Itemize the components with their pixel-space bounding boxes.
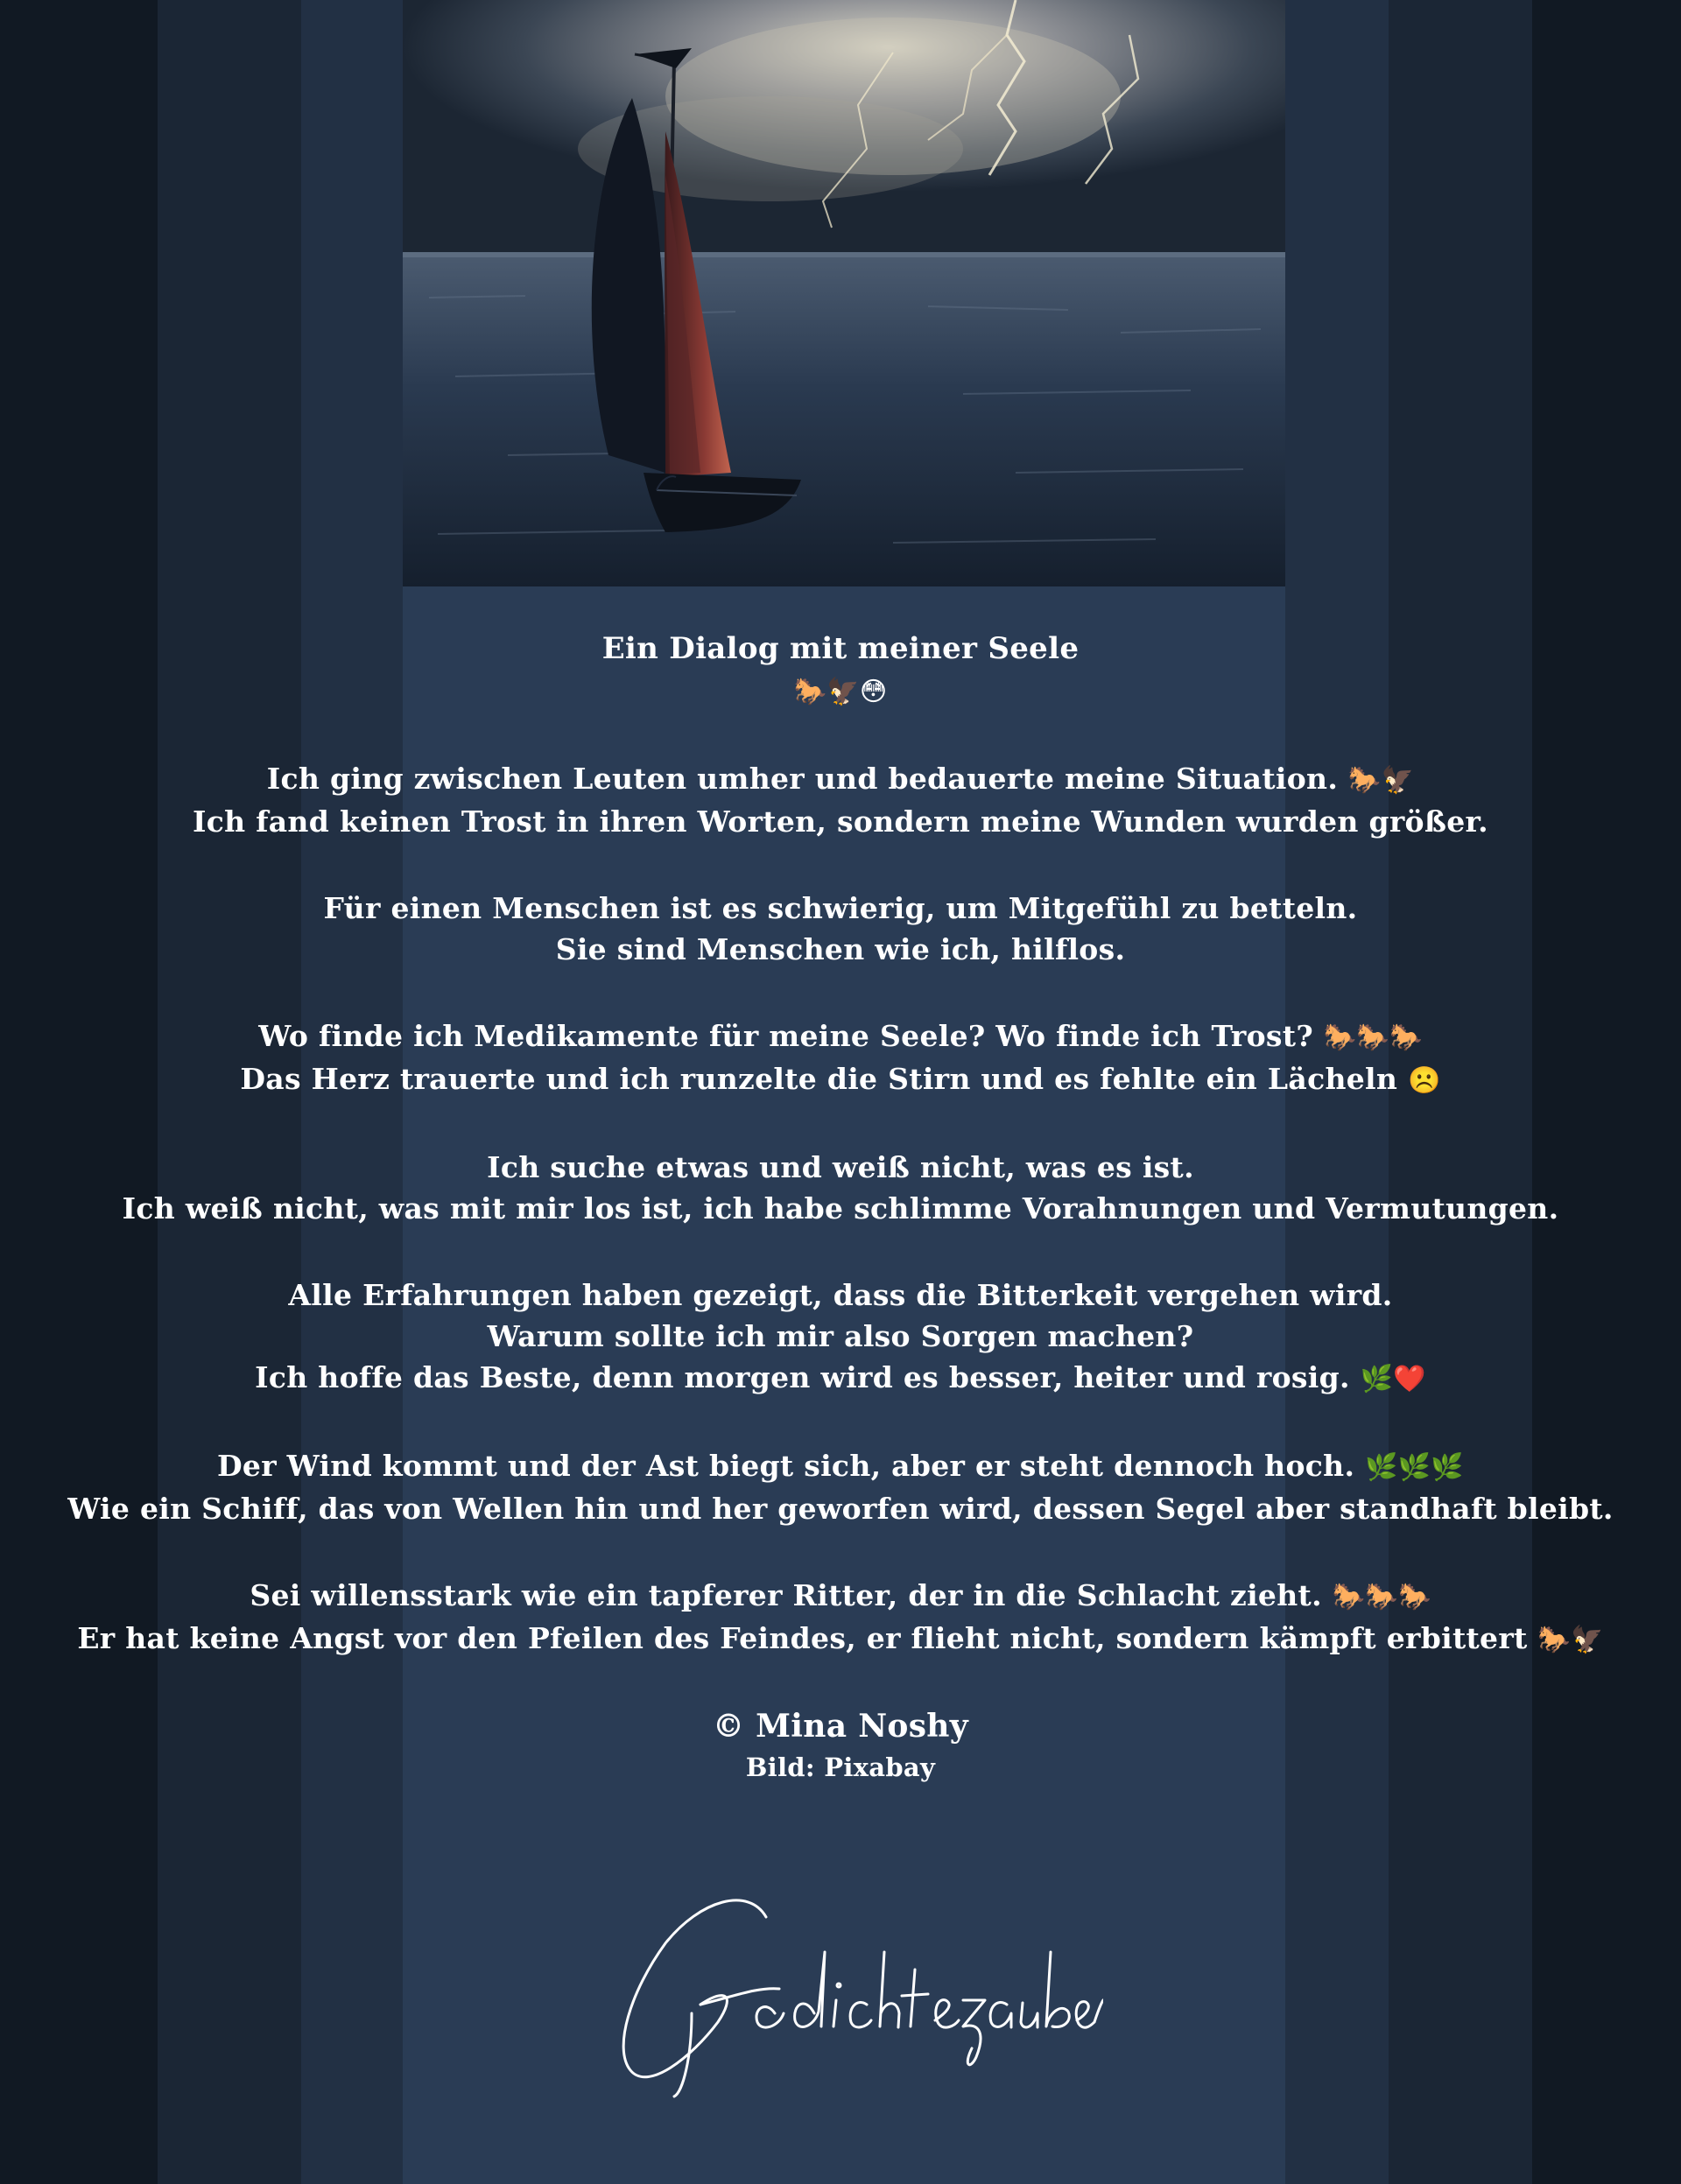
poem-title-line bbox=[0, 629, 1681, 670]
frown-emoji-icon: ☹️ bbox=[1407, 1065, 1441, 1096]
poem-line: Ich weiß nicht, was mit mir los ist, ich habe schlimme Vorahnungen und Vermutungen. bbox=[122, 1191, 1559, 1225]
herb-emoji-icons: 🌿🌿🌿 bbox=[1365, 1452, 1465, 1483]
poem-line: Das Herz trauerte und ich runzelte die Stirn und es fehlte ein Lächeln ☹️ bbox=[240, 1062, 1441, 1096]
poem-line: Für einen Menschen ist es schwierig, um Mitgefühl zu betteln. bbox=[323, 891, 1358, 925]
poem-line: Er hat keine Angst vor den Pfeilen des Feindes, er flieht nicht, sondern kämpft erbittert 🐎🦅 bbox=[77, 1621, 1604, 1655]
sailboat-in-storm-photo bbox=[403, 0, 1285, 586]
poem-line: Sie sind Menschen wie ich, hilflos. bbox=[555, 932, 1126, 966]
poem-line: Wo finde ich Medikamente für meine Seele? Wo finde ich Trost? 🐎🐎🐎 bbox=[258, 1019, 1423, 1053]
hero-image bbox=[403, 0, 1285, 586]
horse-eagle-emoji-icons: 🐎🦅 bbox=[1347, 765, 1415, 796]
poem bbox=[0, 629, 1681, 1788]
signature-logo bbox=[595, 1882, 1103, 2101]
poem-line: Wie ein Schiff, das von Wellen hin und her geworfen wird, dessen Segel aber standhaft bleibt. bbox=[67, 1492, 1614, 1526]
poem-line: Ich hoffe das Beste, denn morgen wird es besser, heiter und rosig. 🌿❤️ bbox=[255, 1360, 1426, 1394]
horse-emoji-icons: 🐎🐎🐎 bbox=[1323, 1022, 1423, 1053]
poem-line: Sei willensstark wie ein tapferer Ritter, der in die Schlacht zieht. 🐎🐎🐎 bbox=[250, 1578, 1431, 1612]
poem-line: Ich ging zwischen Leuten umher und bedauerte meine Situation. 🐎🦅 bbox=[266, 762, 1415, 796]
poem-line: Ich fand keinen Trost in ihren Worten, sondern meine Wunden wurden größer. bbox=[193, 804, 1488, 839]
title-emoji-icons: 🐎🦅😳 bbox=[793, 677, 888, 707]
horse-emoji-icons: 🐎🐎🐎 bbox=[1332, 1582, 1431, 1612]
poem-line: Warum sollte ich mir also Sorgen machen? bbox=[487, 1319, 1194, 1353]
poem-title: Ein Dialog mit meiner Seele bbox=[601, 631, 1080, 666]
poem-title-emojis bbox=[0, 670, 1681, 713]
image-credit: Bild: Pixabay bbox=[745, 1752, 936, 1782]
poem-line: Ich suche etwas und weiß nicht, was es ist. bbox=[487, 1150, 1194, 1184]
poem-line: Alle Erfahrungen haben gezeigt, dass die Bitterkeit vergehen wird. bbox=[288, 1278, 1393, 1312]
horse-eagle-emoji-icons: 🐎🦅 bbox=[1537, 1625, 1604, 1655]
copyright-line: © Mina Noshy bbox=[713, 1708, 968, 1745]
poem-line: Der Wind kommt und der Ast biegt sich, aber er steht dennoch hoch. 🌿🌿🌿 bbox=[216, 1449, 1465, 1483]
gedichtezauber-signature-icon bbox=[595, 1882, 1103, 2101]
herb-heart-emoji-icons: 🌿❤️ bbox=[1360, 1364, 1426, 1394]
